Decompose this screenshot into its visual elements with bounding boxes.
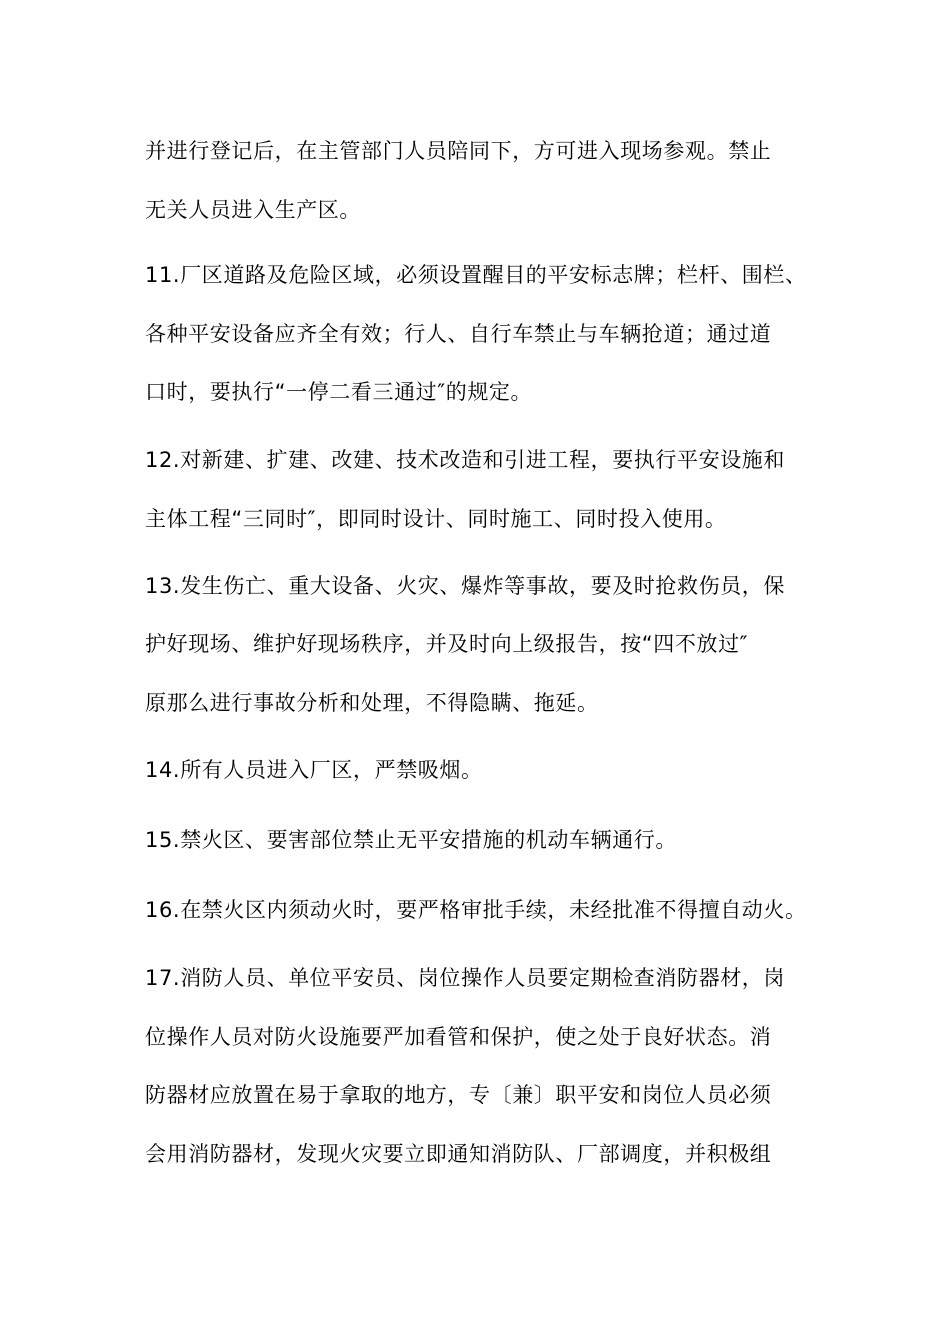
paragraph-line: 位操作人员对防火设施要严加看管和保护，使之处于良好状态。消 [145,1025,772,1049]
paragraph-line: 无关人员进入生产区。 [145,198,361,222]
paragraph-line: 防器材应放置在易于拿取的地方，专〔兼〕职平安和岗位人员必须 [145,1083,772,1107]
paragraph-line: 11.厂区道路及危险区域，必须设置醒目的平安标志牌；栏杆、围栏、 [145,263,807,287]
paragraph-line: 各种平安设备应齐全有效；行人、自行车禁止与车辆抢道；通过道 [145,322,772,346]
paragraph-line: 13.发生伤亡、重大设备、火灾、爆炸等事故，要及时抢救伤员，保 [145,574,785,598]
paragraph-line: 15.禁火区、要害部位禁止无平安措施的机动车辆通行。 [145,828,677,852]
paragraph-line: 14.所有人员进入厂区，严禁吸烟。 [145,758,483,782]
paragraph-line: 12.对新建、扩建、改建、技术改造和引进工程，要执行平安设施和 [145,448,785,472]
paragraph-line: 17.消防人员、单位平安员、岗位操作人员要定期检查消防器材，岗 [145,966,785,990]
paragraph-line: 会用消防器材，发现火灾要立即通知消防队、厂部调度，并积极组 [145,1142,772,1166]
paragraph-line: 主体工程“三同时″，即同时设计、同时施工、同时投入使用。 [145,507,727,531]
paragraph-line: 原那么进行事故分析和处理，不得隐瞒、拖延。 [145,691,599,715]
paragraph-line: 口时，要执行“一停二看三通过″的规定。 [145,380,533,404]
paragraph-line: 护好现场、维护好现场秩序，并及时向上级报告，按“四不放过″ [145,632,749,656]
paragraph-line: 16.在禁火区内须动火时，要严格审批手续，未经批准不得擅自动火。 [145,898,807,922]
paragraph-line: 并进行登记后，在主管部门人员陪同下，方可进入现场参观。禁止 [145,139,772,163]
